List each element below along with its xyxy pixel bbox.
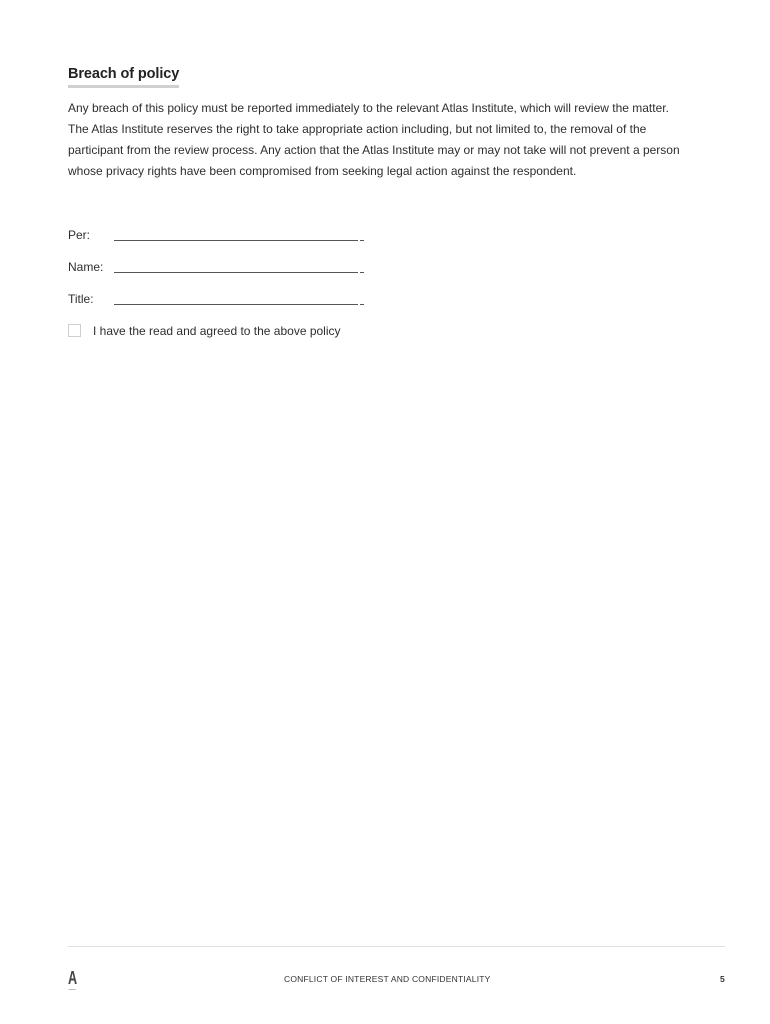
per-label: Per: [68,228,91,242]
paragraph-line: participant from the review process. Any action that the Atlas Institute may or may not take will not prevent a person [68,143,680,157]
agreement-checkbox-label: I have the read and agreed to the above policy [93,324,341,338]
line-tail [360,272,364,273]
paragraph-line: whose privacy rights have been compromised from seeking legal action against the respondent. [68,164,577,178]
line-tail [360,304,364,305]
paragraph-line: Any breach of this policy must be reported immediately to the relevant Atlas Institute, which will review the matter. [68,101,669,115]
name-label: Name: [68,260,104,274]
atlas-logo-icon: A [68,968,78,988]
line-tail [360,240,364,241]
title-label: Title: [68,292,94,306]
paragraph-line: The Atlas Institute reserves the right to take appropriate action including, but not limited to, the removal of the [68,122,647,136]
policy-paragraph [68,98,728,182]
per-signature-line[interactable] [114,240,358,241]
name-input-line[interactable] [114,272,358,273]
page-number: 5 [720,974,725,984]
agreement-checkbox[interactable] [68,324,81,337]
title-input-line[interactable] [114,304,358,305]
section-heading: Breach of policy [68,66,179,88]
footer-divider [68,946,725,947]
footer-document-title: CONFLICT OF INTEREST AND CONFIDENTIALITY [284,974,491,984]
